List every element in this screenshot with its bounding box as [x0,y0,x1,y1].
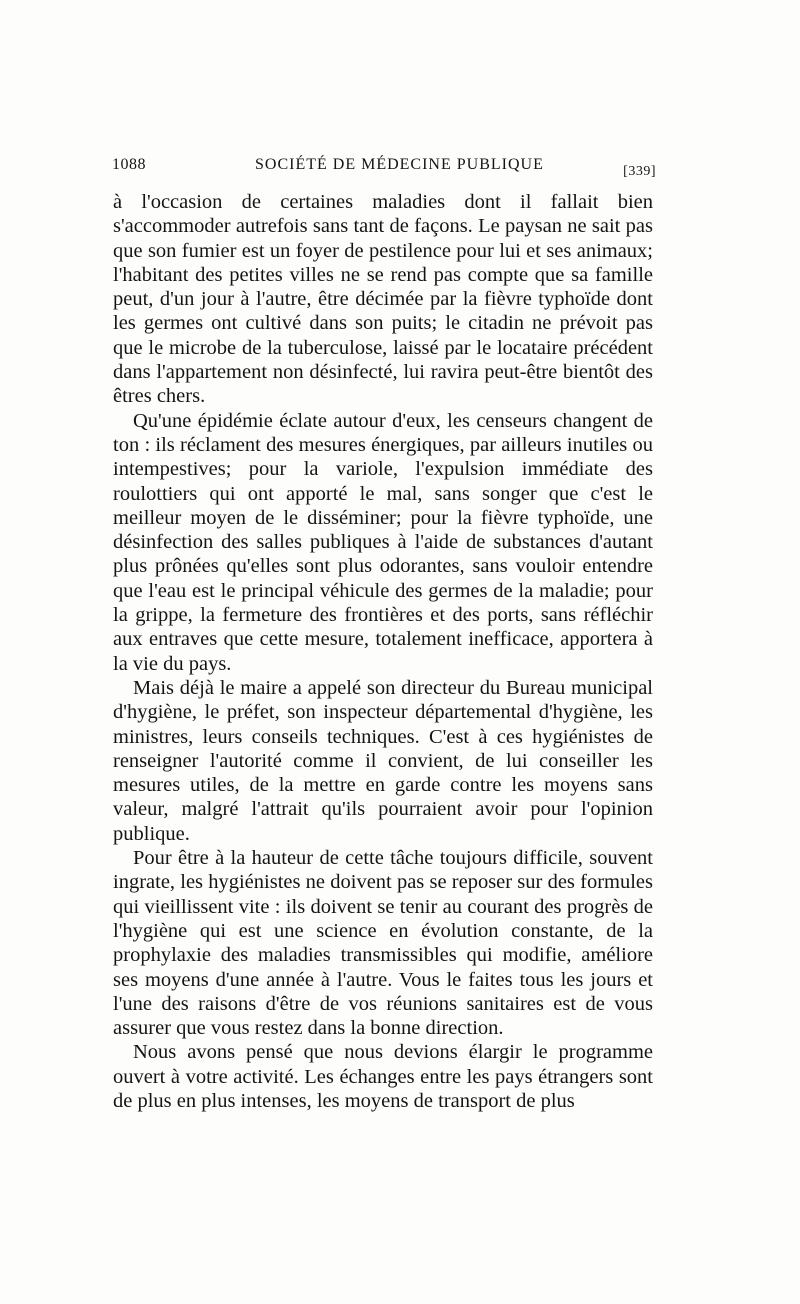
running-title: SOCIÉTÉ DE MÉDECINE PUBLIQUE [255,156,544,173]
paragraph-5: Nous avons pensé que nous devions élargir le programme ouvert à votre activité. Les échanges entre les pays étrangers sont de plus en plus intenses, les moyens de transport de plus [113,1041,653,1112]
paragraph-4: Pour être à la hauteur de cette tâche toujours difficile, souvent ingrate, les hygiénistes ne doivent pas se reposer sur des formules qui vieillissent vite : ils doivent se tenir au courant des progrès de l'hygiène qui est une science en évolution constante, de la prophylaxie des maladies transmissibles qui modifie, améliore ses moyens d'une année à l'autre. Vous le faites tous les jours et l'une des raisons d'être de vos réunions sanitaires est de vous assurer que vous restez dans la bonne direction. [113,847,653,1040]
page-number: 1088 [112,156,146,173]
page-header [112,156,656,184]
original-page-number: [339] [623,164,656,179]
paragraph-2: Qu'une épidémie éclate autour d'eux, les censeurs changent de ton : ils réclament des mesures énergiques, par ailleurs inutiles ou intempestives; pour la variole, l'expulsion immédiate des roulottiers qui ont apporté le mal, sans songer que c'est le meilleur moyen de le disséminer; pour la fièvre typhoïde, une désinfection des salles publiques à l'aide de substances d'autant plus prônées qu'elles sont plus odorantes, sans vouloir entendre que l'eau est le principal véhicule des germes de la maladie; pour la grippe, la fermeture des frontières et des ports, sans réfléchir aux entraves que cette mesure, totalement inefficace, apportera à la vie du pays. [113,409,653,675]
paragraph-1: à l'occasion de certaines maladies dont il fallait bien s'accommoder autrefois sans tant de façons. Le paysan ne sait pas que son fumier est un foyer de pestilence pour lui et ses animaux; l'habitant des petites villes ne se rend pas compte que sa famille peut, d'un jour à l'autre, être décimée par la fièvre typhoïde dont les germes ont cultivé dans son puits; le citadin ne prévoit pas que le microbe de la tuberculose, laissé par le locataire précédent dans l'appartement non désinfecté, lui ravira peut-être bientôt des êtres chers. [113,191,653,408]
paragraph-3: Mais déjà le maire a appelé son directeur du Bureau municipal d'hygiène, le préfet, son inspecteur départemental d'hygiène, les ministres, leurs conseils techniques. C'est à ces hygiénistes de renseigner l'autorité comme il convient, de lui conseiller les mesures utiles, de la mettre en garde contre les moyens sans valeur, malgré l'attrait qu'ils pourraient avoir pour l'opinion publique. [113,676,653,845]
body-text [113,190,653,1113]
